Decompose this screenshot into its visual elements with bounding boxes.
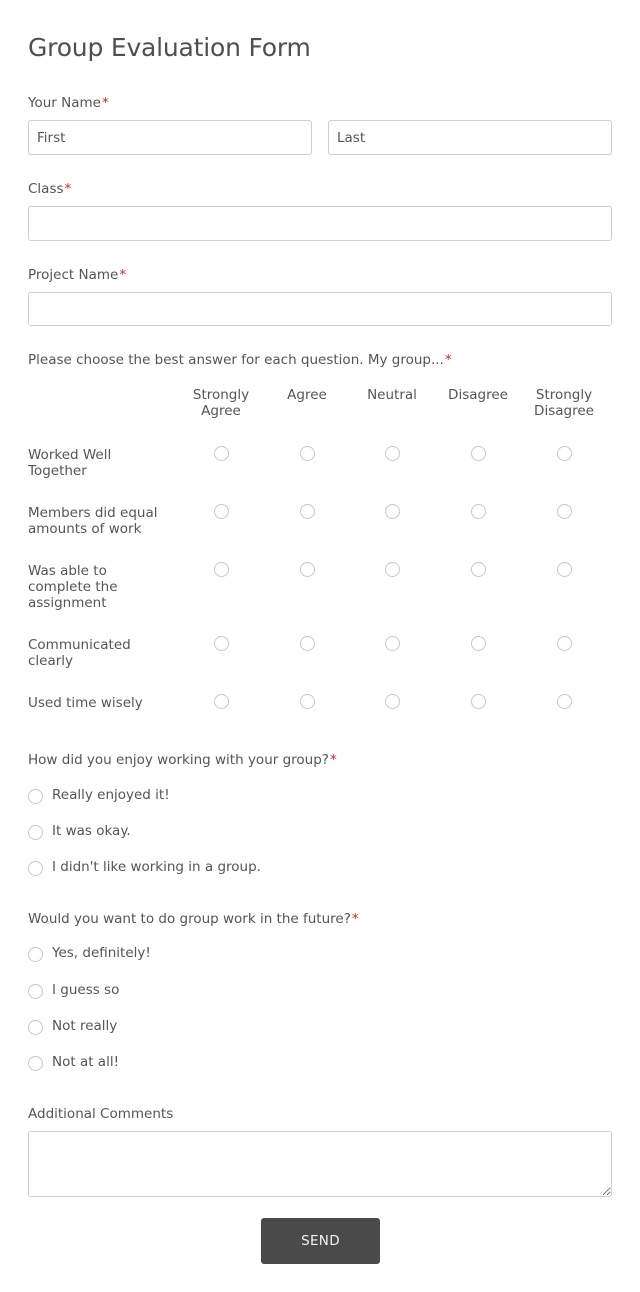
project-name-label bbox=[28, 267, 126, 283]
column-header-line: Agree bbox=[201, 403, 241, 419]
page-title: Group Evaluation Form bbox=[28, 33, 311, 62]
first-name-input[interactable] bbox=[28, 120, 312, 155]
matrix-question-text: Please choose the best answer for each question. My group... bbox=[28, 352, 444, 368]
matrix-radio-r2-neutral[interactable] bbox=[385, 504, 400, 519]
future-radio-i-guess-so[interactable] bbox=[28, 984, 43, 999]
column-header-line: Disagree bbox=[448, 387, 508, 403]
matrix-row-label: Used time wisely bbox=[28, 695, 143, 711]
class-label bbox=[28, 181, 71, 197]
enjoy-question-label bbox=[28, 752, 337, 768]
enjoy-question-text: How did you enjoy working with your group? bbox=[28, 752, 329, 768]
column-header-line: Agree bbox=[287, 387, 327, 403]
enjoy-radio-was-okay[interactable] bbox=[28, 825, 43, 840]
column-header-line: Neutral bbox=[367, 387, 417, 403]
class-label-text: Class bbox=[28, 181, 64, 197]
matrix-radio-r3-strongly-disagree[interactable] bbox=[557, 562, 572, 577]
matrix-radio-r1-disagree[interactable] bbox=[471, 446, 486, 461]
matrix-radio-r5-strongly-disagree[interactable] bbox=[557, 694, 572, 709]
matrix-radio-r1-agree[interactable] bbox=[300, 446, 315, 461]
future-question-label bbox=[28, 911, 359, 927]
column-header-strongly-agree bbox=[176, 387, 266, 419]
matrix-radio-r2-agree[interactable] bbox=[300, 504, 315, 519]
project-name-input[interactable] bbox=[28, 292, 612, 326]
column-header-disagree bbox=[433, 387, 523, 403]
class-input[interactable] bbox=[28, 206, 612, 241]
send-button[interactable]: SEND bbox=[261, 1218, 380, 1264]
matrix-radio-r5-neutral[interactable] bbox=[385, 694, 400, 709]
enjoy-radio-didnt-like[interactable] bbox=[28, 861, 43, 876]
matrix-row-label: Was able to complete the assignment bbox=[28, 563, 118, 611]
column-header-line: Disagree bbox=[534, 403, 594, 419]
matrix-radio-r1-strongly-agree[interactable] bbox=[214, 446, 229, 461]
matrix-radio-r3-disagree[interactable] bbox=[471, 562, 486, 577]
enjoy-radio-really-enjoyed[interactable] bbox=[28, 789, 43, 804]
matrix-row-label: Worked Well Together bbox=[28, 447, 112, 479]
future-radio-yes-definitely[interactable] bbox=[28, 947, 43, 962]
matrix-row-label: Members did equal amounts of work bbox=[28, 505, 158, 537]
future-option-label[interactable]: Not at all! bbox=[52, 1054, 119, 1070]
comments-label: Additional Comments bbox=[28, 1106, 174, 1122]
future-option-label[interactable]: Yes, definitely! bbox=[52, 945, 151, 961]
matrix-radio-r4-agree[interactable] bbox=[300, 636, 315, 651]
required-asterisk: * bbox=[329, 752, 337, 768]
required-asterisk: * bbox=[444, 352, 452, 368]
matrix-radio-r2-strongly-disagree[interactable] bbox=[557, 504, 572, 519]
matrix-radio-r4-disagree[interactable] bbox=[471, 636, 486, 651]
enjoy-option-label[interactable]: Really enjoyed it! bbox=[52, 787, 170, 803]
matrix-radio-r5-disagree[interactable] bbox=[471, 694, 486, 709]
matrix-radio-r4-neutral[interactable] bbox=[385, 636, 400, 651]
matrix-radio-r5-strongly-agree[interactable] bbox=[214, 694, 229, 709]
your-name-label-text: Your Name bbox=[28, 95, 101, 111]
required-asterisk: * bbox=[119, 267, 127, 283]
required-asterisk: * bbox=[351, 911, 359, 927]
future-option-label[interactable]: Not really bbox=[52, 1018, 118, 1034]
matrix-radio-r3-neutral[interactable] bbox=[385, 562, 400, 577]
last-name-input[interactable] bbox=[328, 120, 612, 155]
matrix-radio-r4-strongly-disagree[interactable] bbox=[557, 636, 572, 651]
matrix-radio-r3-strongly-agree[interactable] bbox=[214, 562, 229, 577]
future-radio-not-really[interactable] bbox=[28, 1020, 43, 1035]
column-header-agree bbox=[262, 387, 352, 403]
matrix-radio-r2-strongly-agree[interactable] bbox=[214, 504, 229, 519]
column-header-line: Strongly bbox=[192, 387, 250, 403]
column-header-neutral bbox=[347, 387, 437, 403]
matrix-radio-r2-disagree[interactable] bbox=[471, 504, 486, 519]
matrix-radio-r1-neutral[interactable] bbox=[385, 446, 400, 461]
column-header-strongly-disagree bbox=[519, 387, 609, 419]
future-option-label[interactable]: I guess so bbox=[52, 982, 120, 998]
your-name-label bbox=[28, 95, 109, 111]
required-asterisk: * bbox=[101, 95, 109, 111]
column-header-line: Strongly bbox=[535, 387, 593, 403]
matrix-question-label bbox=[28, 352, 452, 368]
matrix-radio-r5-agree[interactable] bbox=[300, 694, 315, 709]
matrix-radio-r1-strongly-disagree[interactable] bbox=[557, 446, 572, 461]
enjoy-option-label[interactable]: I didn't like working in a group. bbox=[52, 859, 261, 875]
project-name-label-text: Project Name bbox=[28, 267, 119, 283]
matrix-row-label: Communicated clearly bbox=[28, 637, 131, 669]
matrix-radio-r3-agree[interactable] bbox=[300, 562, 315, 577]
required-asterisk: * bbox=[64, 181, 72, 197]
comments-textarea[interactable] bbox=[28, 1131, 612, 1197]
enjoy-option-label[interactable]: It was okay. bbox=[52, 823, 131, 839]
matrix-radio-r4-strongly-agree[interactable] bbox=[214, 636, 229, 651]
future-question-text: Would you want to do group work in the future? bbox=[28, 911, 351, 927]
future-radio-not-at-all[interactable] bbox=[28, 1056, 43, 1071]
